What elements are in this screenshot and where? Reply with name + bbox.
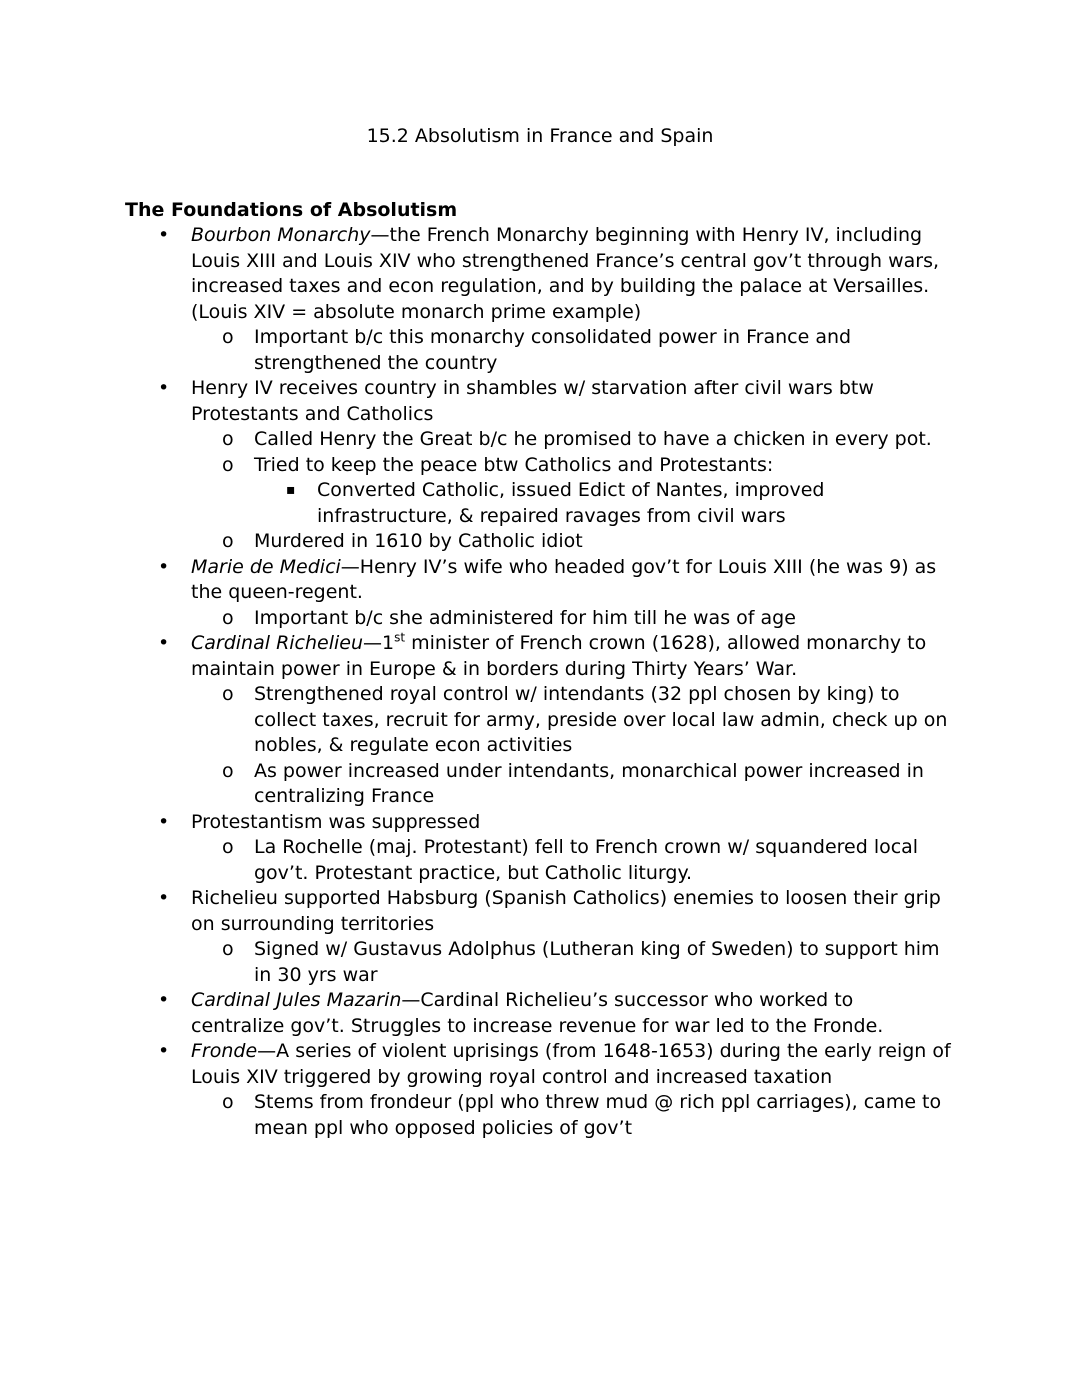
circle-o-marker: o <box>222 836 234 858</box>
list-item-text: Richelieu supported Habsburg (Spanish Catholics) enemies to loosen their grip on surrounding territories <box>191 887 941 935</box>
bullet-dot-marker: • <box>158 555 170 578</box>
list-item <box>0 759 1080 810</box>
list-item <box>0 988 1080 1039</box>
bullet-dot-marker: • <box>158 632 170 654</box>
list-item-text: Strengthened royal control w/ intendants (32 ppl chosen by king) to collect taxes, recruit for army, preside over local law admin, check up on nobles, & regulate econ activities <box>254 683 948 756</box>
list-item-text: Bourbon Monarchy—the French Monarchy beginning with Henry IV, including Louis XIII and Louis XIV who strengthened France’s central gov’t through wars, increased taxes and econ regulation, and by building the palace at Versailles. (Louis XIV = absolute monarch prime example) <box>191 224 940 323</box>
circle-o-marker: o <box>222 938 234 960</box>
list-item <box>0 1039 1080 1090</box>
list-item <box>0 1090 1080 1141</box>
list-item <box>0 376 1080 427</box>
list-item-text: Converted Catholic, issued Edict of Nantes, improved infrastructure, & repaired ravages from civil wars <box>317 479 825 527</box>
list-item <box>0 606 1080 632</box>
list-item <box>0 453 1080 479</box>
bullet-dot-marker: • <box>158 989 170 1011</box>
list-item <box>0 529 1080 555</box>
list-item-text: Tried to keep the peace btw Catholics and Protestants: <box>254 453 774 476</box>
circle-o-marker: o <box>222 326 234 348</box>
list-item <box>0 682 1080 759</box>
list-item-text: Called Henry the Great b/c he promised to have a chicken in every pot. <box>254 428 932 450</box>
bullet-dot-marker: • <box>158 224 170 246</box>
list-item <box>0 886 1080 937</box>
circle-o-marker: o <box>222 1091 234 1113</box>
circle-o-marker: o <box>222 759 234 782</box>
bullet-dot-marker: • <box>158 377 170 399</box>
circle-o-marker: o <box>222 428 234 450</box>
bullet-dot-marker: • <box>158 810 170 833</box>
circle-o-marker: o <box>222 683 234 705</box>
notes-list <box>0 223 1080 1141</box>
circle-o-marker: o <box>222 606 234 629</box>
list-item-text: La Rochelle (maj. Protestant) fell to French crown w/ squandered local gov’t. Protestant practice, but Catholic liturgy. <box>254 836 919 884</box>
list-item-text: Cardinal Richelieu—1st minister of French crown (1628), allowed monarchy to maintain power in Europe & in borders during Thirty Years’ War. <box>191 630 927 680</box>
list-item-text: Important b/c she administered for him till he was of age <box>254 606 796 629</box>
list-item <box>0 325 1080 376</box>
list-item <box>0 427 1080 453</box>
list-item <box>0 478 1080 529</box>
square-marker: ▪ <box>286 482 296 498</box>
list-item <box>0 555 1080 606</box>
circle-o-marker: o <box>222 453 234 476</box>
list-item <box>0 223 1080 325</box>
list-item <box>0 835 1080 886</box>
page-title: 15.2 Absolutism in France and Spain <box>366 125 714 147</box>
list-item-text: Cardinal Jules Mazarin—Cardinal Richelieu’s successor who worked to centralize gov’t. Struggles to increase revenue for war led to the Fronde. <box>191 989 884 1037</box>
bullet-dot-marker: • <box>158 887 170 909</box>
list-item <box>0 937 1080 988</box>
section-heading: The Foundations of Absolutism <box>125 198 458 221</box>
list-item-text: Henry IV receives country in shambles w/ starvation after civil wars btw Protestants and Catholics <box>191 377 874 425</box>
list-item-text: Protestantism was suppressed <box>191 810 481 833</box>
list-item-text: Stems from frondeur (ppl who threw mud @ rich ppl carriages), came to mean ppl who opposed policies of gov’t <box>254 1091 942 1139</box>
bullet-dot-marker: • <box>158 1040 170 1062</box>
list-item-text: As power increased under intendants, monarchical power increased in centralizing France <box>254 759 924 807</box>
list-item-text: Murdered in 1610 by Catholic idiot <box>254 530 583 552</box>
list-item-text: Marie de Medici—Henry IV’s wife who headed gov’t for Louis XIII (he was 9) as the queen-regent. <box>191 555 937 603</box>
list-item-text: Fronde—A series of violent uprisings (from 1648-1653) during the early reign of Louis XIV triggered by growing royal control and increased taxation <box>191 1040 951 1088</box>
list-item-text: Important b/c this monarchy consolidated power in France and strengthened the country <box>254 326 852 374</box>
list-item-text: Signed w/ Gustavus Adolphus (Lutheran king of Sweden) to support him in 30 yrs war <box>254 938 940 986</box>
list-item <box>0 631 1080 682</box>
list-item <box>0 810 1080 836</box>
circle-o-marker: o <box>222 530 234 552</box>
